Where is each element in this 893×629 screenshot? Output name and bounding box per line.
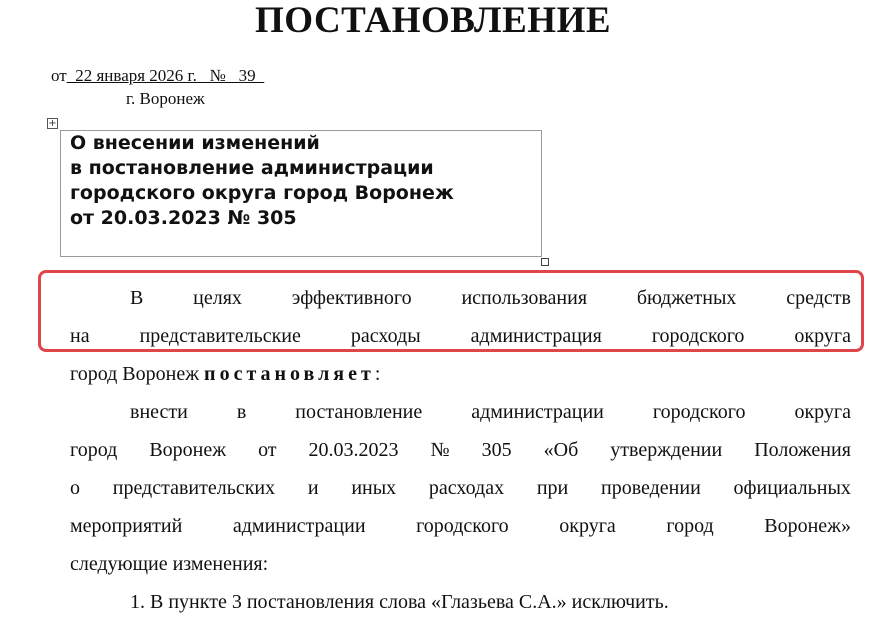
word: от [258, 439, 277, 461]
word: целях [193, 287, 242, 309]
paragraph-2-line-4 [70, 514, 851, 538]
text: город Воронеж [70, 363, 205, 385]
subject-line: от 20.03.2023 № 305 [70, 207, 297, 229]
word: эффективного [291, 287, 412, 309]
word: в [236, 401, 247, 423]
resolves-word: постановляет [204, 363, 375, 385]
date-prefix: от [51, 66, 67, 85]
word: № [430, 439, 450, 461]
word: иных [351, 477, 397, 499]
highlight-annotation [38, 270, 864, 352]
word: проведении [600, 477, 701, 499]
list-item-1: 1. В пункте 3 постановления слова «Глазьева С.А.» исключить. [130, 591, 669, 613]
word: постановление [295, 401, 423, 423]
subject-line: городского округа город Воронеж [70, 182, 454, 204]
word: округа [794, 325, 851, 347]
word: при [536, 477, 569, 499]
paragraph-2-line-1 [130, 400, 851, 424]
document-date [51, 66, 264, 86]
word: использования [461, 287, 588, 309]
word: администрация [470, 325, 602, 347]
word: администрации [471, 401, 604, 423]
word: о [70, 477, 80, 499]
word: и [307, 477, 319, 499]
word: представительские [139, 325, 301, 347]
word: расходах [428, 477, 505, 499]
word: «Об [543, 439, 579, 461]
subject-line: О внесении изменений [70, 132, 320, 154]
move-icon[interactable]: + [48, 118, 57, 129]
word: В [130, 287, 144, 309]
word: округа [794, 401, 851, 423]
word: городского [651, 325, 745, 347]
word: городского [416, 515, 509, 537]
text: : [374, 363, 381, 385]
document-subject [70, 131, 530, 231]
word: Воронеж [149, 439, 227, 461]
paragraph-2-line-2 [70, 438, 851, 462]
table-resize-handle[interactable] [541, 258, 549, 266]
paragraph-2-line-3 [70, 476, 851, 500]
word: 305 [481, 439, 512, 461]
date-value: _22 января 2026 г. _№ _39_ [66, 66, 265, 85]
paragraph-1-line-3 [70, 362, 851, 386]
word: администрации [232, 515, 366, 537]
word: 20.03.2023 [308, 439, 399, 461]
word: на [70, 325, 90, 347]
word: представительских [112, 477, 276, 499]
word: расходы [350, 325, 421, 347]
word: официальных [733, 477, 851, 499]
word: средств [786, 287, 851, 309]
word: Положения [754, 439, 851, 461]
word: город [666, 515, 714, 537]
document-title: ПОСТАНОВЛЕНИЕ [254, 0, 612, 41]
document-city: г. Воронеж [126, 89, 205, 108]
word: мероприятий [70, 515, 183, 537]
word: Воронеж» [764, 515, 851, 537]
word: городского [652, 401, 746, 423]
word: утверждении [610, 439, 723, 461]
subject-line: в постановление администрации [70, 157, 434, 179]
word: город [70, 439, 118, 461]
word: внести [130, 401, 188, 423]
word: бюджетных [636, 287, 737, 309]
word: округа [559, 515, 616, 537]
paragraph-2-line-5: следующие изменения: [70, 553, 269, 575]
